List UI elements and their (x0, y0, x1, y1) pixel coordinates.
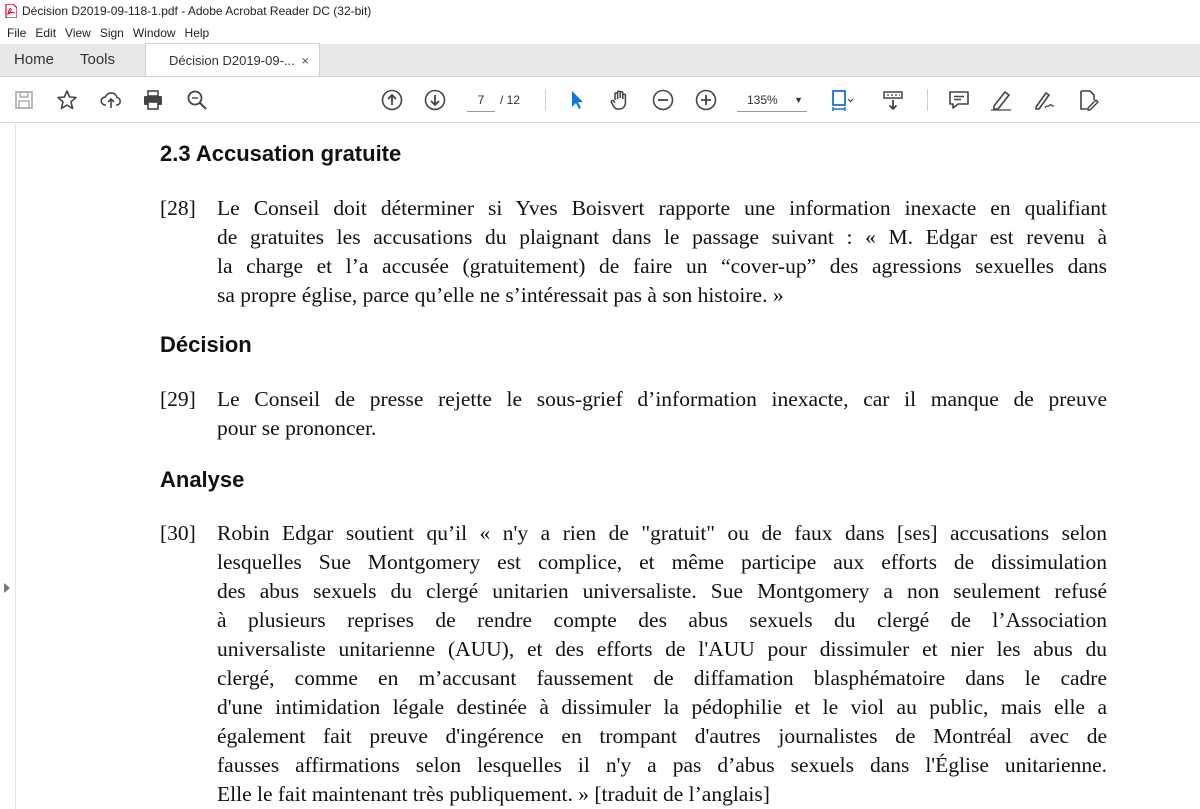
scroll-mode-icon[interactable] (880, 87, 906, 113)
menu-sign[interactable]: Sign (99, 26, 124, 40)
zoom-in-icon[interactable] (693, 87, 719, 113)
bookmark-star-icon[interactable] (54, 87, 80, 113)
zoom-out-icon[interactable] (650, 87, 676, 113)
text-line: des abus sexuels du clergé unitarien universaliste. Sue Montgomery a non seulement refusé (217, 579, 1107, 603)
toolbar (0, 77, 1200, 123)
tab-document-label: Décision D2019-09-... (169, 52, 295, 68)
text-line: de gratuites les accusations du plaignant dans le passage suivant : « M. Edgar est revenu à (217, 225, 1107, 249)
print-icon[interactable] (140, 87, 166, 113)
text-line: à plusieurs reprises de rendre compte des abus sexuels du clergé de l’Association (217, 608, 1107, 632)
tab-tools[interactable]: Tools (80, 51, 116, 68)
menu-bar (0, 22, 1200, 44)
text-line: Le Conseil doit déterminer si Yves Boisvert rapporte une information inexacte en qualifiant (217, 196, 1107, 220)
text-line: universaliste unitarienne (AUU), et des efforts de l'AUU pour dissimuler et nier les abus du (217, 637, 1107, 661)
fill-sign-icon[interactable] (1031, 87, 1057, 113)
menu-view[interactable]: View (65, 26, 91, 40)
section-heading: Analyse (160, 467, 245, 492)
pdf-file-icon (5, 4, 17, 18)
fit-page-icon[interactable] (828, 87, 854, 113)
text-line: sa propre église, parce qu’elle ne s’intéressait pas à son histoire. » (217, 283, 784, 307)
tab-bar (0, 44, 1200, 77)
text-line: lesquelles Sue Montgomery est complice, et même participe aux efforts de dissimulation (217, 550, 1107, 574)
text-line: Robin Edgar soutient qu’il « n'y a rien de "gratuit" ou de faux dans [ses] accusations selon (217, 521, 1107, 545)
zoom-level-value: 135% (747, 93, 778, 107)
document-page (17, 124, 1200, 809)
expand-panel-arrow-icon[interactable] (4, 583, 10, 593)
title-bar (0, 0, 1200, 22)
paragraph-29 (160, 385, 1107, 443)
paragraph-30 (160, 519, 1107, 809)
paragraph-number: [28] (160, 196, 196, 220)
menu-help[interactable]: Help (184, 26, 210, 40)
text-line: Elle le fait maintenant très publiquement. » [traduit de l’anglais] (217, 782, 770, 806)
tab-document[interactable] (145, 43, 320, 76)
toolbar-separator (927, 89, 928, 111)
highlight-pen-icon[interactable] (988, 87, 1014, 113)
page-up-icon[interactable] (379, 87, 405, 113)
save-icon[interactable] (11, 87, 37, 113)
upload-cloud-icon[interactable] (98, 87, 124, 113)
toolbar-separator (545, 89, 546, 111)
page-down-icon[interactable] (422, 87, 448, 113)
section-heading: 2.3 Accusation gratuite (160, 141, 402, 166)
more-tools-icon[interactable] (1075, 87, 1101, 113)
page-number-input[interactable]: 7 (467, 88, 495, 112)
text-line: également fait preuve d'ingérence en trompant d'autres journalistes de Montréal avec de (217, 724, 1107, 748)
text-line: Le Conseil de presse rejette le sous-grief d’information inexacte, car il manque de preuve (217, 387, 1107, 411)
menu-edit[interactable]: Edit (35, 26, 57, 40)
window-title: Décision D2019-09-118-1.pdf - Adobe Acrobat Reader DC (32-bit) (22, 4, 372, 18)
text-line: d'une intimidation légale destinée à dissimuler la pédophilie et le viol au public, mais elle a (217, 695, 1107, 719)
hand-tool-icon[interactable] (607, 87, 633, 113)
chevron-down-icon: ▼ (794, 95, 803, 105)
text-line: clergé, comme en m’accusant faussement de diffamation blasphématoire dans le cadre (217, 666, 1107, 690)
text-line: fausses affirmations selon lesquelles il n'y a pas d’abus sexuels dans l'Église unitarienne. (217, 753, 1107, 777)
paragraph-28 (160, 194, 1107, 310)
section-heading: Décision (160, 332, 252, 357)
menu-window[interactable]: Window (132, 26, 176, 40)
text-line: pour se prononcer. (217, 416, 377, 440)
select-cursor-icon[interactable] (564, 87, 590, 113)
page-total-label: / 12 (500, 93, 521, 107)
find-zoom-icon[interactable] (184, 87, 210, 113)
comment-icon[interactable] (946, 87, 972, 113)
paragraph-number: [30] (160, 521, 196, 545)
tab-home[interactable]: Home (14, 51, 55, 68)
left-panel-strip (0, 124, 16, 809)
paragraph-number: [29] (160, 387, 196, 411)
menu-file[interactable]: File (7, 26, 27, 40)
text-line: la charge et l’a accusée (gratuitement) de faire un “cover-up” des agressions sexuelles dans (217, 254, 1107, 278)
close-tab-icon[interactable]: × (301, 53, 309, 68)
zoom-level-select[interactable] (737, 88, 807, 112)
